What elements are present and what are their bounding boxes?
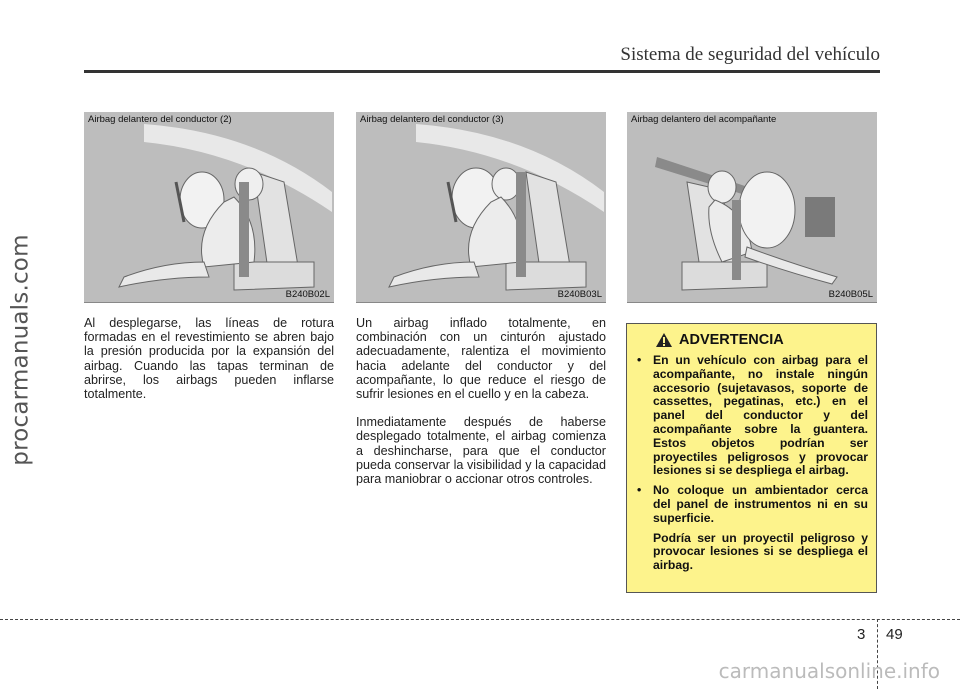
figure-caption: Airbag delantero del acompañante [631, 114, 777, 125]
driver-airbag-illustration [356, 112, 606, 302]
paragraph: Inmediatamente después de haberse desplegado totalmente, el airbag comienza a deshincharse, para que el conductor pueda conservar la visibilidad y la capacidad para maniobrar o accionar otros controles. [356, 415, 606, 487]
figure-passenger-airbag [627, 112, 877, 302]
figure-code: B240B05L [828, 289, 873, 300]
figure-caption: Airbag delantero del conductor (2) [88, 114, 232, 125]
figure-underline [627, 302, 877, 303]
bottom-watermark: carmanualsonline.info [718, 659, 940, 683]
warning-title: ADVERTENCIA [679, 332, 784, 348]
warning-header [655, 332, 868, 348]
warning-item [635, 354, 868, 478]
figure-code: B240B03L [557, 289, 602, 300]
figure-underline [84, 302, 334, 303]
section-title: Sistema de seguridad del vehículo [620, 44, 880, 65]
footer-rule [0, 619, 960, 620]
figure-underline [356, 302, 606, 303]
driver-airbag-illustration [84, 112, 334, 302]
figure-driver-airbag-2 [84, 112, 334, 302]
header-rule [84, 70, 880, 73]
warning-item [635, 484, 868, 573]
page-number: 49 [886, 626, 903, 643]
warning-list [635, 354, 868, 573]
figure-code: B240B02L [285, 289, 330, 300]
bullet: • [637, 353, 642, 367]
passenger-airbag-illustration [627, 112, 877, 302]
warning-item-text: No coloque un ambientador cerca del panel de instrumentos ni en su superficie. [653, 483, 868, 525]
side-watermark-text: procarmanuals.com [8, 234, 34, 466]
bullet: • [637, 483, 642, 498]
paragraph: Un airbag inflado totalmente, en combinación con un cinturón ajustado adecuadamente, ralentiza el movimiento hacia adelante del conductor y del acompañante, lo que reduce el riesgo de sufrir lesiones en el cuello y en la cabeza. [356, 316, 606, 402]
figure-driver-airbag-3 [356, 112, 606, 302]
chapter-number: 3 [857, 626, 866, 643]
figure-caption: Airbag delantero del conductor (3) [360, 114, 504, 125]
warning-item-text: En un vehículo con airbag para el acompañante, no instale ningún accesorio (sujetavasos, soporte de cassettes, pegatinas, etc.) en el panel del conductor y del acompañante sobre la guantera. Estos objetos podrían ser proyectiles peligrosos y provocar lesiones si se despliega el airbag. [653, 353, 868, 478]
warning-box [626, 323, 877, 593]
column-1-text [84, 316, 334, 415]
column-2-text [356, 316, 606, 500]
side-watermark [2, 120, 40, 580]
warning-triangle-icon [655, 332, 673, 348]
warning-item-extra: Podría ser un proyectil peligroso y provocar lesiones si se despliega el airbag. [653, 530, 868, 573]
paragraph: Al desplegarse, las líneas de rotura formadas en el revestimiento se abren bajo la presión producida por la expansión del airbag. Cuando las tapas terminan de abrirse, los airbags pueden inflarse totalmente. [84, 316, 334, 402]
